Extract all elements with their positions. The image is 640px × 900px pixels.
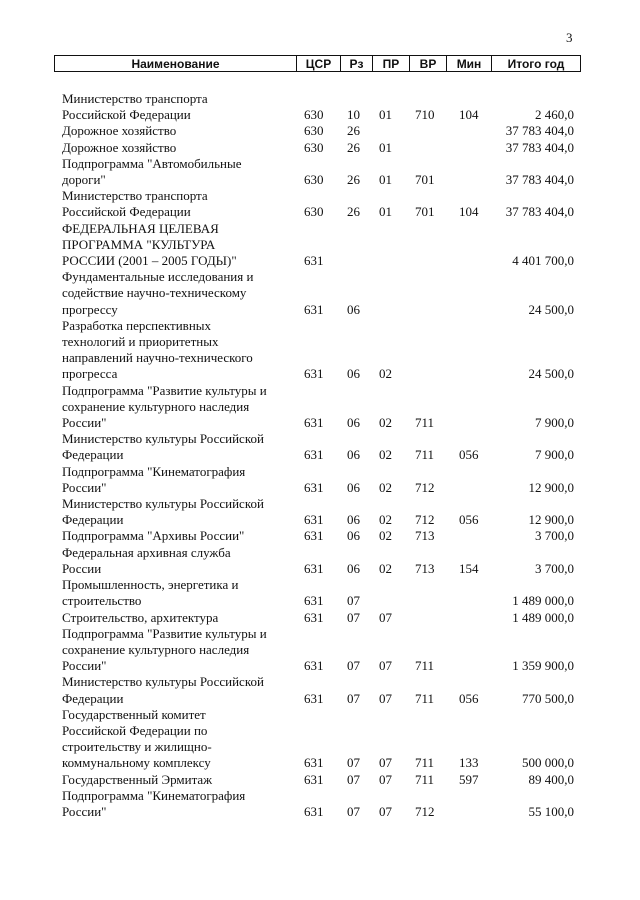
- row-pr: 02: [379, 528, 392, 544]
- row-total: 24 500,0: [528, 366, 574, 382]
- row-pr: 07: [379, 755, 392, 771]
- row-name: Государственный комитет Российской Федерации по строительству и жилищно- коммунальному комплексу: [62, 706, 212, 771]
- row-total: 1 489 000,0: [512, 593, 574, 609]
- row-pr: 02: [379, 512, 392, 528]
- table-body: [0, 91, 640, 820]
- row-name: Подпрограмма "Архивы России": [62, 528, 245, 544]
- row-csr: 631: [304, 528, 324, 544]
- row-name: Подпрограмма "Автомобильные дороги": [62, 155, 242, 188]
- row-rz: 26: [347, 123, 360, 139]
- row-name: Фундаментальные исследования и содействие научно-техническому прогрессу: [62, 269, 254, 317]
- row-rz: 07: [347, 803, 360, 819]
- row-name: Разработка перспективных технологий и приоритетных направлений научно-технического прогресса: [62, 317, 253, 382]
- table-row: [0, 188, 640, 220]
- table-row: [0, 140, 640, 156]
- header-csr: ЦСР: [297, 56, 341, 71]
- header-min: Мин: [447, 56, 492, 71]
- row-pr: 01: [379, 107, 392, 123]
- row-total: 24 500,0: [528, 301, 574, 317]
- row-name: ФЕДЕРАЛЬНАЯ ЦЕЛЕВАЯ ПРОГРАММА "КУЛЬТУРА РОССИИ (2001 – 2005 ГОДЫ)": [62, 220, 237, 269]
- row-pr: 02: [379, 447, 392, 463]
- row-pr: 02: [379, 415, 392, 431]
- row-csr: 631: [304, 803, 324, 819]
- row-csr: 631: [304, 755, 324, 771]
- row-pr: 02: [379, 366, 392, 382]
- row-rz: 10: [347, 107, 360, 123]
- table-row: [0, 269, 640, 318]
- row-rz: 07: [347, 690, 360, 706]
- row-name: Подпрограмма "Кинематография России": [62, 463, 246, 495]
- row-total: 37 783 404,0: [505, 139, 574, 155]
- row-min: 056: [459, 512, 479, 528]
- row-csr: 631: [304, 658, 324, 674]
- row-vr: 711: [415, 415, 435, 431]
- row-rz: 26: [347, 204, 360, 220]
- row-rz: 07: [347, 609, 360, 625]
- row-total: 2 460,0: [535, 107, 574, 123]
- table-row: [0, 156, 640, 188]
- table-row: [0, 431, 640, 463]
- row-csr: 631: [304, 593, 324, 609]
- row-name: Министерство транспорта Российской Федерации: [62, 91, 208, 123]
- table-row: [0, 626, 640, 675]
- row-total: 770 500,0: [522, 690, 574, 706]
- row-total: 55 100,0: [528, 803, 574, 819]
- row-pr: 02: [379, 560, 392, 576]
- header-pr: ПР: [373, 56, 410, 71]
- row-vr: 710: [415, 107, 435, 123]
- table-row: [0, 383, 640, 432]
- row-vr: 712: [415, 803, 435, 819]
- row-rz: 07: [347, 771, 360, 787]
- page-number: 3: [566, 30, 573, 45]
- row-name: Министерство транспорта Российской Федерации: [62, 188, 208, 220]
- row-min: 056: [459, 690, 479, 706]
- row-csr: 630: [304, 107, 324, 123]
- header-name: Наименование: [55, 56, 297, 71]
- row-name: Подпрограмма "Кинематография России": [62, 787, 246, 819]
- row-csr: 631: [304, 512, 324, 528]
- row-pr: 07: [379, 658, 392, 674]
- row-min: 154: [459, 560, 479, 576]
- row-vr: 711: [415, 755, 435, 771]
- row-name: Дорожное хозяйство: [62, 123, 177, 139]
- row-rz: 07: [347, 755, 360, 771]
- row-csr: 631: [304, 447, 324, 463]
- row-vr: 713: [415, 560, 435, 576]
- row-total: 500 000,0: [522, 755, 574, 771]
- row-vr: 711: [415, 771, 435, 787]
- row-total: 12 900,0: [528, 479, 574, 495]
- row-name: Промышленность, энергетика и строительство: [62, 577, 239, 609]
- row-csr: 631: [304, 609, 324, 625]
- row-vr: 711: [415, 690, 435, 706]
- row-rz: 26: [347, 139, 360, 155]
- row-min: 104: [459, 107, 479, 123]
- row-pr: 01: [379, 172, 392, 188]
- row-vr: 701: [415, 204, 435, 220]
- row-csr: 630: [304, 139, 324, 155]
- row-csr: 630: [304, 204, 324, 220]
- row-total: 37 783 404,0: [505, 172, 574, 188]
- row-min: 056: [459, 447, 479, 463]
- row-total: 4 401 700,0: [512, 253, 574, 269]
- row-csr: 630: [304, 123, 324, 139]
- row-rz: 26: [347, 172, 360, 188]
- row-total: 7 900,0: [535, 415, 574, 431]
- table-row: [0, 610, 640, 626]
- row-rz: 07: [347, 658, 360, 674]
- table-row: [0, 464, 640, 496]
- row-total: 37 783 404,0: [505, 123, 574, 139]
- table-row: [0, 788, 640, 820]
- row-rz: 06: [347, 528, 360, 544]
- row-rz: 06: [347, 415, 360, 431]
- row-name: Министерство культуры Российской Федерации: [62, 674, 264, 706]
- row-csr: 631: [304, 415, 324, 431]
- row-total: 3 700,0: [535, 560, 574, 576]
- row-rz: 06: [347, 512, 360, 528]
- row-pr: 07: [379, 690, 392, 706]
- row-min: 133: [459, 755, 479, 771]
- row-csr: 631: [304, 479, 324, 495]
- row-rz: 06: [347, 301, 360, 317]
- row-vr: 711: [415, 447, 435, 463]
- row-name: Подпрограмма "Развитие культуры и сохранение культурного наследия России": [62, 625, 267, 674]
- row-pr: 07: [379, 803, 392, 819]
- row-csr: 631: [304, 690, 324, 706]
- table-header: [54, 55, 581, 72]
- header-vr: ВР: [410, 56, 447, 71]
- row-vr: 713: [415, 528, 435, 544]
- row-total: 37 783 404,0: [505, 204, 574, 220]
- row-name: Федеральная архивная служба России: [62, 544, 231, 576]
- row-pr: 01: [379, 139, 392, 155]
- row-name: Государственный Эрмитаж: [62, 771, 213, 787]
- row-vr: 711: [415, 658, 435, 674]
- row-name: Подпрограмма "Развитие культуры и сохранение культурного наследия России": [62, 382, 267, 431]
- row-name: Министерство культуры Российской Федерации: [62, 431, 264, 463]
- row-total: 12 900,0: [528, 512, 574, 528]
- table-row: [0, 496, 640, 528]
- row-name: Строительство, архитектура: [62, 609, 219, 625]
- row-vr: 712: [415, 479, 435, 495]
- row-total: 3 700,0: [535, 528, 574, 544]
- row-pr: 01: [379, 204, 392, 220]
- row-csr: 631: [304, 560, 324, 576]
- row-rz: 06: [347, 479, 360, 495]
- table-row: [0, 91, 640, 123]
- row-min: 104: [459, 204, 479, 220]
- table-row: [0, 674, 640, 706]
- row-pr: 07: [379, 771, 392, 787]
- row-rz: 06: [347, 560, 360, 576]
- row-csr: 631: [304, 771, 324, 787]
- header-rz: Рз: [341, 56, 373, 71]
- table-row: [0, 545, 640, 577]
- row-rz: 06: [347, 366, 360, 382]
- row-csr: 631: [304, 253, 324, 269]
- row-csr: 630: [304, 172, 324, 188]
- row-pr: 07: [379, 609, 392, 625]
- table-row: [0, 707, 640, 772]
- row-rz: 06: [347, 447, 360, 463]
- table-row: [0, 123, 640, 139]
- row-total: 89 400,0: [528, 771, 574, 787]
- table-row: [0, 318, 640, 383]
- row-vr: 701: [415, 172, 435, 188]
- table-row: [0, 221, 640, 270]
- table-row: [0, 772, 640, 788]
- row-vr: 712: [415, 512, 435, 528]
- row-total: 7 900,0: [535, 447, 574, 463]
- table-row: [0, 577, 640, 609]
- header-total: Итого год: [507, 56, 565, 71]
- row-min: 597: [459, 771, 479, 787]
- row-name: Министерство культуры Российской Федерации: [62, 496, 264, 528]
- row-csr: 631: [304, 366, 324, 382]
- row-csr: 631: [304, 301, 324, 317]
- table-row: [0, 528, 640, 544]
- row-name: Дорожное хозяйство: [62, 139, 177, 155]
- row-pr: 02: [379, 479, 392, 495]
- row-total: 1 489 000,0: [512, 609, 574, 625]
- row-total: 1 359 900,0: [512, 658, 574, 674]
- row-rz: 07: [347, 593, 360, 609]
